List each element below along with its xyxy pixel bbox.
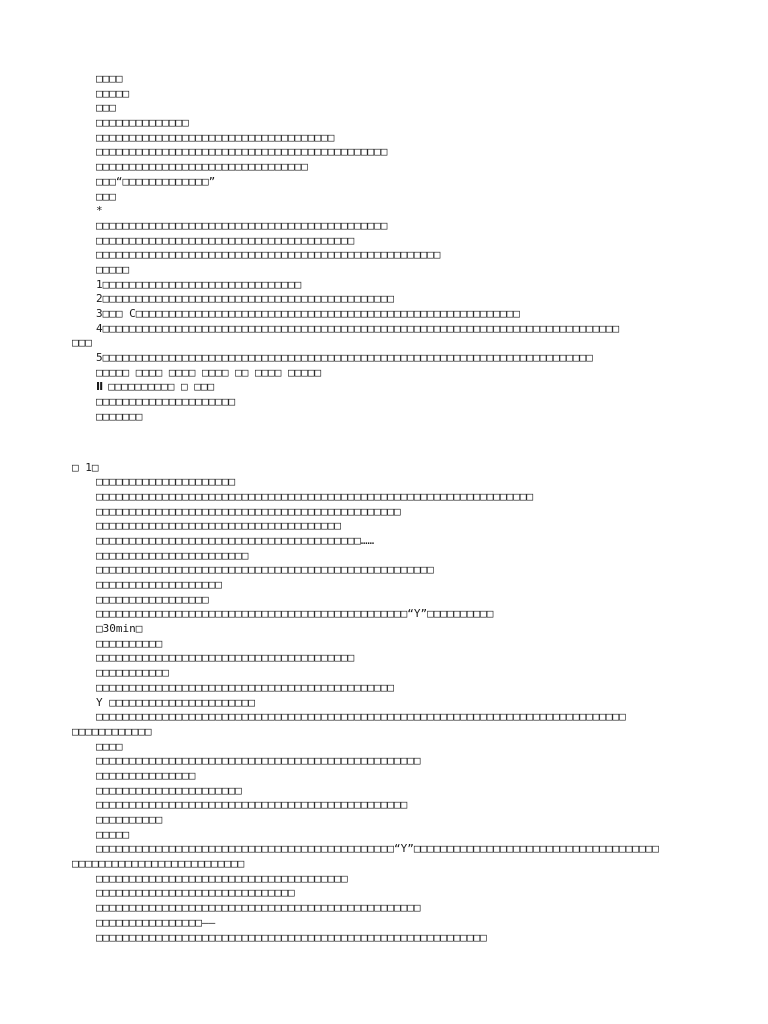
text-line: □□□□□□□□□□ <box>96 813 163 826</box>
text-line: □□□ <box>96 101 116 115</box>
text-line: □□□□□□□□□□□□□□□□□□□□□□□□□□□□□□□□ <box>96 160 308 174</box>
text-line: * <box>96 204 103 218</box>
text-line: □30min□ <box>96 622 143 636</box>
text-line: □□□□□□□ <box>96 409 143 423</box>
text-line: □□□□□□□□□□□□□□□□□□□□□□□□□□□□□□□□□□□□□□□□□□□□□□□ <box>96 798 408 812</box>
text-line: 4□□□□□□□□□□□□□□□□□□□□□□□□□□□□□□□□□□□□□□□□□□□□□□□□□□□□□□□□□□□□□□□□□□□□□□□□□□□□□□ <box>96 321 620 335</box>
text-line: □□□□□ <box>96 262 130 276</box>
text-line: □□□□□□□□□□□□□□□□□□□□□ <box>96 475 236 489</box>
text-line: □□□□□□□□□□□□□□□□□□□□□□□□□□□□□□□□□□□□□□□□…… <box>96 533 375 547</box>
text-line: □□□“□□□□□□□□□□□□□” <box>96 174 216 188</box>
text-line: □□□□□ <box>96 86 130 100</box>
section-spacer <box>0 425 768 461</box>
text-line: □□□□□□□□□□□□□□□□□□□□□□□□□□□□□□□□□□□□□□□ <box>96 233 355 247</box>
text-line: □□□□ <box>96 739 123 753</box>
text-line: □□□□□□□□□□□□ <box>72 724 152 738</box>
text-line: □□□□□□□□□□□□□□□□□□□□□□□□□□□□□□□□□□□□□□□□□□□□□□□□□□□□□□□□□□□ <box>96 930 487 944</box>
numbered-item-5: 5□□□□□□□□□□□□□□□□□□□□□□□□□□□□□□□□□□□□□□□□□□□□□□□□□□□□□□□□□□□□□□□□□□□□□□□□□□ <box>96 351 593 365</box>
text-line: □□□□□□□□□□□□□□□ <box>96 768 196 782</box>
intro-tail <box>0 395 768 424</box>
text-line: □□□□□□□□□□□□□□□□□□□□□□□□□□□□□□□□□□□□□□□□□□□□□□□□□ <box>96 754 421 768</box>
text-line: 1□□□□□□□□□□□□□□□□□□□□□□□□□□□□□□ <box>96 277 302 291</box>
text-line: □□□□□□□□□□□□□□□□□□□□□ <box>96 395 236 409</box>
text-line: Y □□□□□□□□□□□□□□□□□□□□□□ <box>96 695 255 709</box>
text-line: □□□□□□□□□□□□□□□□□□□□□□□ <box>96 548 249 562</box>
text-line: 3□□□ C□□□□□□□□□□□□□□□□□□□□□□□□□□□□□□□□□□□□□□□□□□□□□□□□□□□□□□□□□□ <box>96 307 520 320</box>
text-line: □□□□□□□□□□□□□□□□□□□□□□□□□□□□□□□□□□□□□□□□□□□□□□ <box>96 504 401 518</box>
pause-line-text: □□□□□□□□□□ □ □□□ <box>108 380 215 394</box>
text-line: □□□ <box>96 189 116 203</box>
text-line: □□□□□□□□□□□□□□□□□□□□□□□□□□□□□□□□□□□□□□□ <box>96 651 355 665</box>
text-line: □□□□□□□□□□□□□□□□□□□□□□□□□□□□□□□□□□□□□□□□□□□□ <box>96 145 388 159</box>
text-line: □□□□□□□□□□□□□□□□□□□□□□□□□□□□□□□□□□□□ <box>96 130 335 144</box>
text-line: □□□□□□□□□□□□□□□□□□□□□□□□□□□□□□□□□□□□□□ <box>96 871 348 885</box>
text-line: □□□□□ <box>96 827 130 841</box>
text-line: 2□□□□□□□□□□□□□□□□□□□□□□□□□□□□□□□□□□□□□□□□□□□□ <box>96 292 395 306</box>
text-line: □□□□□□□□□□□□□□□□□□□□□□□□□□□□□□□□□□□□□□□□□□□□□“Y”□□□□□□□□□□□□□□□□□□□□□□□□□□□□□□□□□□□□□ <box>96 842 659 856</box>
text-line: □□□□□□□□□□□□□□ <box>96 116 189 130</box>
text-line: □□□□□ □□□□ □□□□ □□□□ □□ □□□□ □□□□□ <box>96 365 322 379</box>
text-line: □□□□□□□□□□□□□□□□□□□□□□□□□□□□□□□□□□□□□□□□□□□□□ <box>96 680 395 694</box>
pause-icon: II <box>96 380 103 394</box>
text-line: □□□□□□□□□□□□□□□□□ <box>96 592 209 606</box>
section-body-end <box>0 872 768 945</box>
text-line: □□□□□□□□□□□□□□□□□□□ <box>96 578 222 591</box>
text-line: □□□□□□□□□□□□□□□□—— <box>96 915 216 929</box>
section-body <box>0 475 768 710</box>
text-line: □□□□□□□□□□□ <box>96 666 169 680</box>
text-line: □□□□□□□□□□□□□□□□□□□□□□□□□□□□□□□□□□□□□ <box>96 519 342 533</box>
text-line: □□□□□□□□□□□□□□□□□□□□□□□□□□□□□□□□□□□□□□□□□□□□□□□“Y”□□□□□□□□□□ <box>96 607 494 621</box>
text-line: □□□□□□□□□□□□□□□□□□□□□□□□□□□□□□ <box>96 886 295 900</box>
text-line: □□□□□□□□□□□□□□□□□□□□□□□□□□□□□□□□□□□□□□□□□□□□□□□□□□□□ <box>96 248 441 262</box>
section-heading: □ 1□ <box>72 460 99 474</box>
text-line: □□□□ <box>96 72 123 85</box>
text-line: □□□□□□□□□□□□□□□□□□□□□□□□□□□□□□□□□□□□□□□□□□□□ <box>96 218 388 232</box>
text-line: □□□□□□□□□□ <box>96 636 163 650</box>
text-line: □□□□□□□□□□□□□□□□□□□□□□□□□□□□□□□□□□□□□□□□□□□□□□□□□□□ <box>96 563 434 577</box>
text-line: □□□ <box>72 336 92 350</box>
text-line: □□□□□□□□□□□□□□□□□□□□□□□□□□□□□□□□□□□□□□□□□□□□□□□□□ <box>96 901 421 915</box>
section-body-continued <box>0 740 768 843</box>
text-line: □□□□□□□□□□□□□□□□□□□□□□□□□□ <box>72 857 245 871</box>
intro-section <box>0 72 768 336</box>
text-line: □□□□□□□□□□□□□□□□□□□□□□□□□□□□□□□□□□□□□□□□□□□□□□□□□□□□□□□□□□□□□□□□□□□□□□□□□□□□□□□□ <box>96 710 626 724</box>
text-line: □□□□□□□□□□□□□□□□□□□□□□□□□□□□□□□□□□□□□□□□□□□□□□□□□□□□□□□□□□□□□□□□□□ <box>96 489 534 503</box>
text-line: □□□□□□□□□□□□□□□□□□□□□□ <box>96 783 242 797</box>
document-page <box>0 72 768 945</box>
pause-line <box>0 380 768 395</box>
